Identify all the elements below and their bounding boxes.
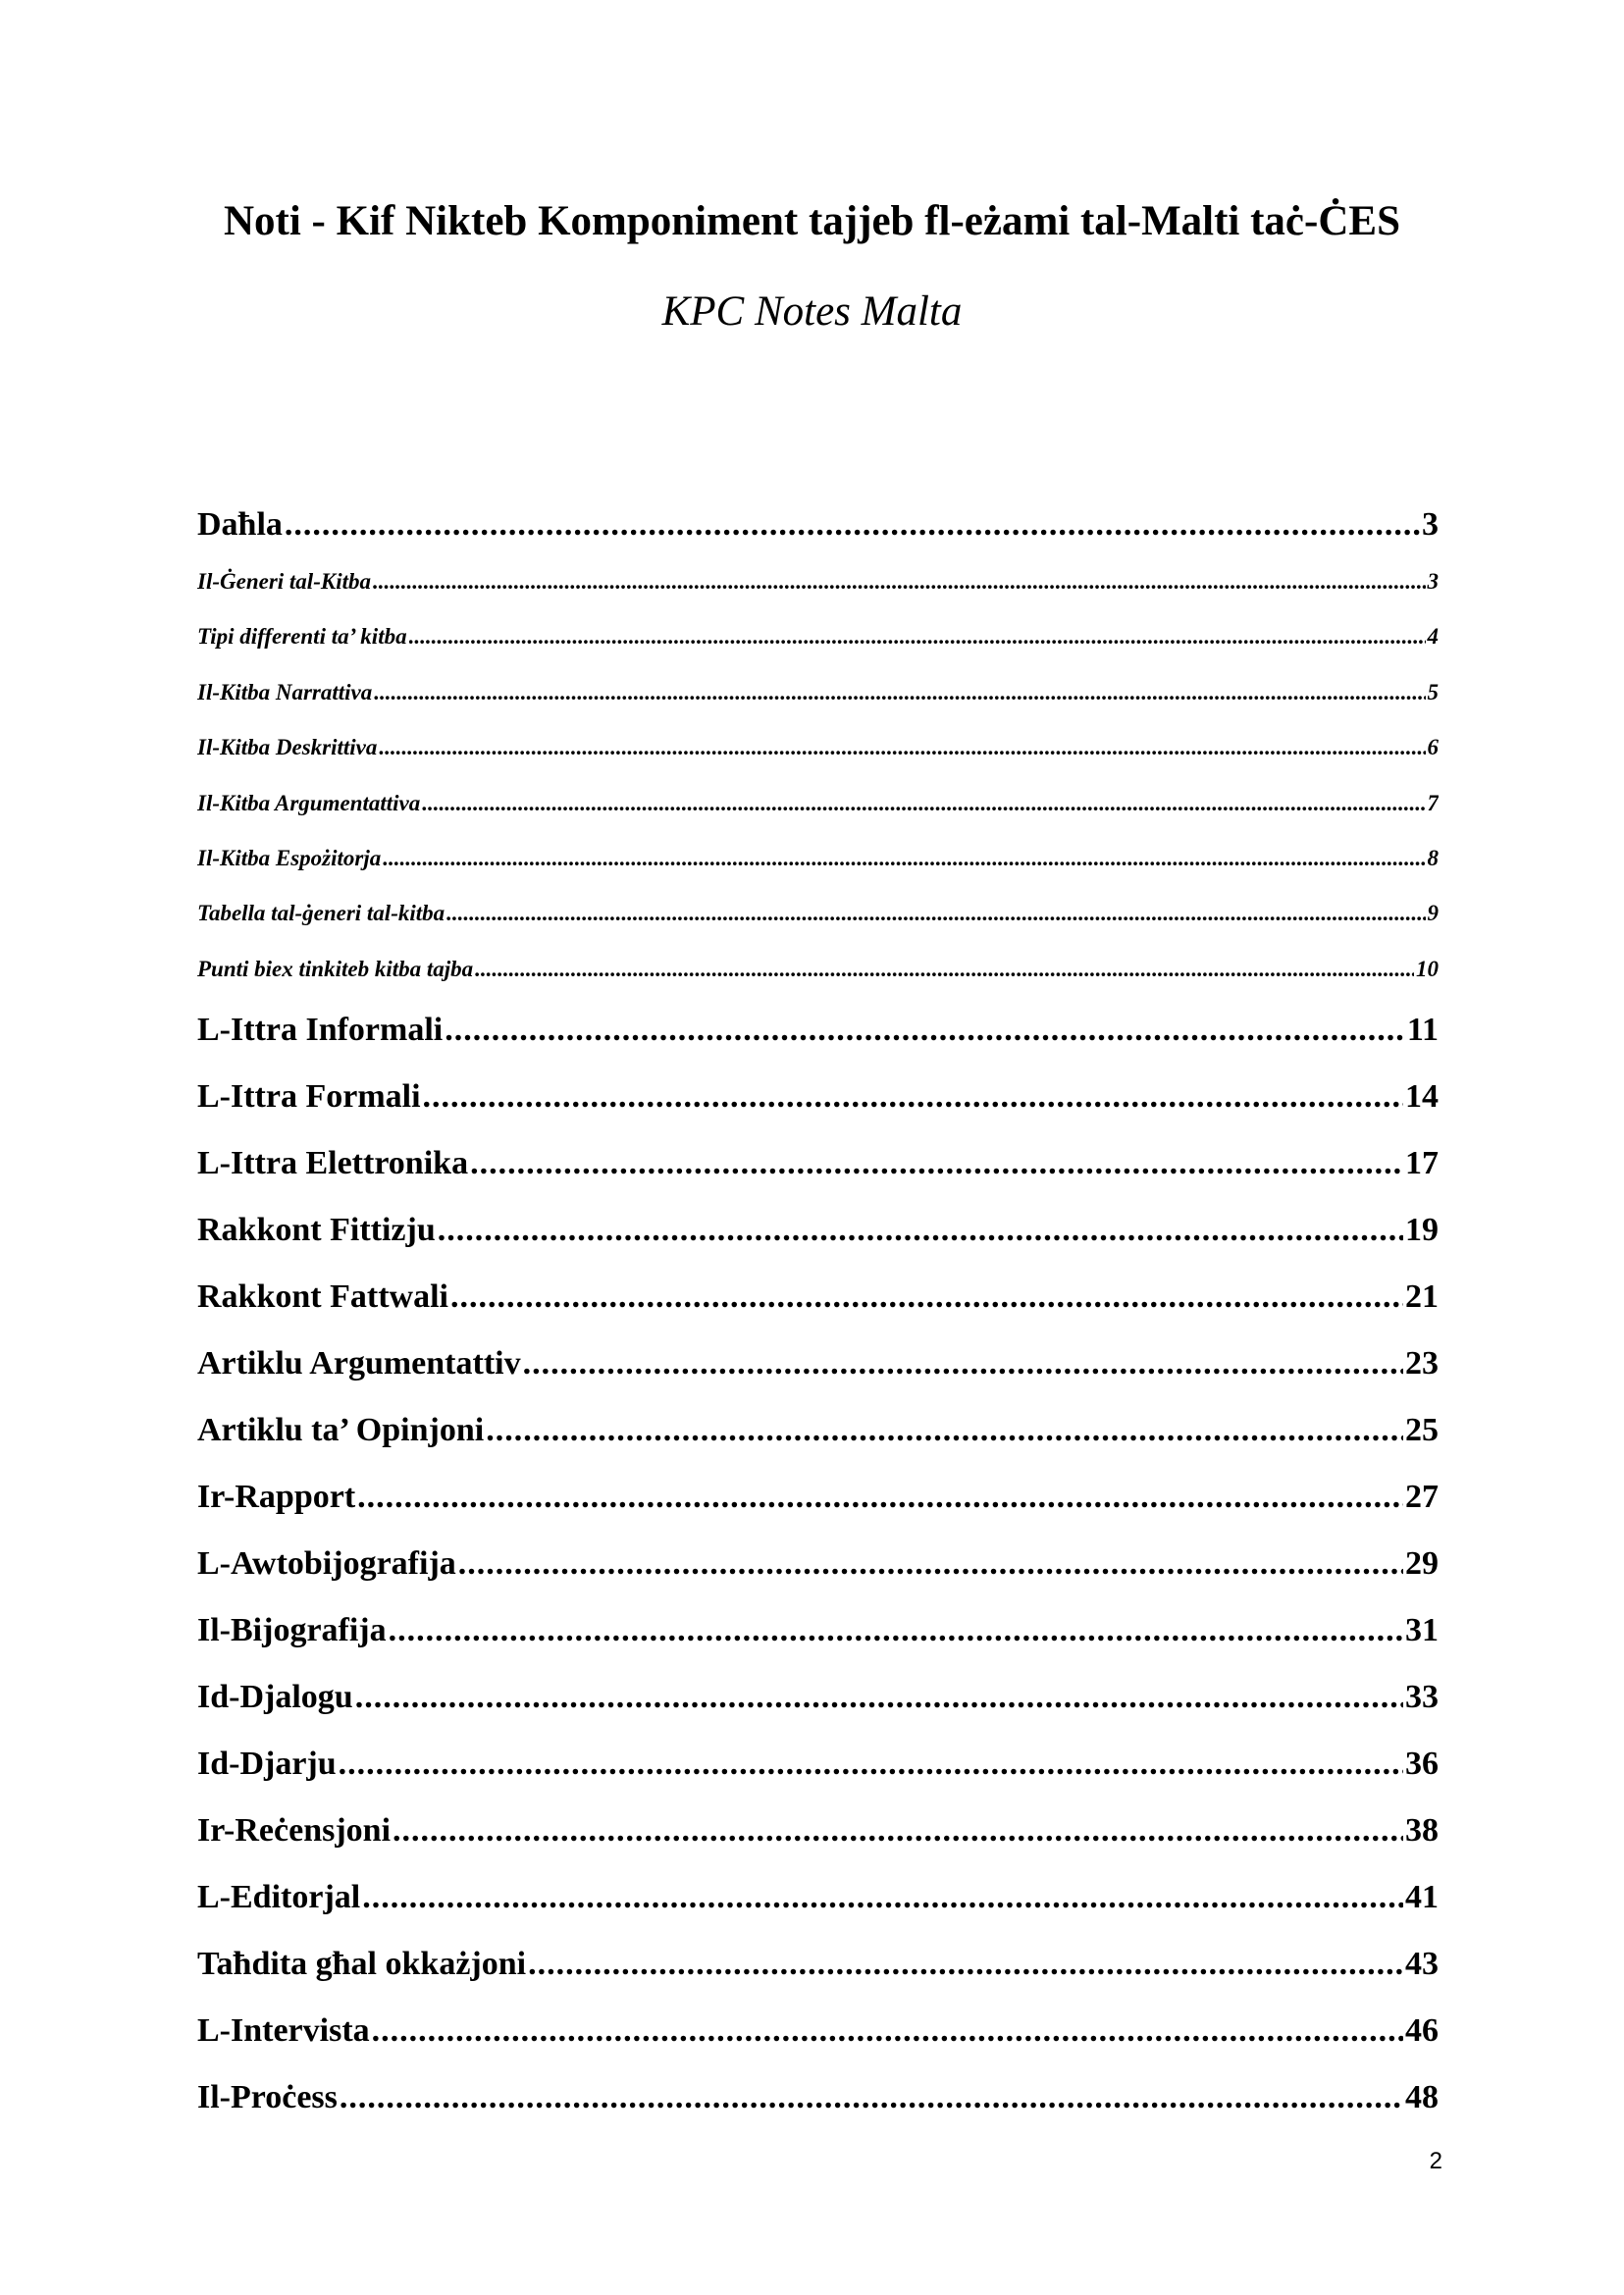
toc-entry-label: L-Ittra Formali (197, 1078, 421, 1116)
toc-entry-label: Punti biex tinkiteb kitba tajba (197, 956, 474, 981)
dot-leader (470, 1130, 1403, 1197)
toc-entry-label: L-Intervista (197, 2012, 370, 2050)
toc-entry-page: 8 (1427, 845, 1439, 870)
toc-entry[interactable] (197, 1197, 1439, 1264)
toc-entry-label: Il-Kitba Narrattiva (197, 679, 373, 704)
dot-leader (374, 665, 1425, 720)
document-subtitle: KPC Notes Malta (661, 288, 963, 335)
toc-entry[interactable] (197, 496, 1439, 554)
toc-entry-page: 27 (1405, 1479, 1439, 1516)
toc-entry[interactable] (197, 1597, 1439, 1664)
toc-entry-page: 11 (1406, 1012, 1439, 1049)
toc-entry[interactable] (197, 942, 1439, 997)
toc-entry[interactable] (197, 1330, 1439, 1397)
toc-entry[interactable] (197, 1130, 1439, 1197)
toc-entry-page: 7 (1427, 790, 1439, 815)
toc-entry-page: 3 (1422, 506, 1439, 543)
toc-entry-label: Rakkont Fattwali (197, 1278, 448, 1316)
toc-entry[interactable] (197, 1664, 1439, 1731)
toc-entry[interactable] (197, 609, 1439, 664)
dot-leader (438, 1197, 1403, 1264)
toc-entry-label: Il-Kitba Espożitorja (197, 845, 382, 870)
dot-leader (450, 1264, 1403, 1330)
toc-entry[interactable] (197, 831, 1439, 886)
dot-leader (486, 1397, 1403, 1464)
toc-entry-label: Tabella tal-ġeneri tal-kitba (197, 901, 445, 926)
toc-entry-label: Artiklu Argumentattiv (197, 1345, 521, 1382)
toc-entry-label: Il-Bijografija (197, 1612, 387, 1649)
toc-entry[interactable] (197, 776, 1439, 831)
toc-entry[interactable] (197, 1731, 1439, 1798)
toc-entry[interactable] (197, 1064, 1439, 1130)
toc-entry-page: 48 (1405, 2079, 1439, 2116)
dot-leader (445, 997, 1405, 1064)
toc-entry-page: 31 (1405, 1612, 1439, 1649)
toc-entry-page: 10 (1416, 956, 1439, 981)
toc-entry-label: Taħdita għal okkażjoni (197, 1946, 527, 1983)
toc-entry[interactable] (197, 1998, 1439, 2064)
toc-entry-page: 33 (1405, 1679, 1439, 1716)
toc-entry[interactable] (197, 1864, 1439, 1931)
document-title: Noti - Kif Nikteb Komponiment tajjeb fl-eżami tal-Malti taċ-ĊES (223, 198, 1400, 244)
dot-leader (475, 942, 1414, 997)
toc-entry-page: 6 (1427, 735, 1439, 760)
dot-leader (372, 1998, 1403, 2064)
toc-entry[interactable] (197, 2064, 1439, 2131)
toc-entry-label: Artiklu ta’ Opinjoni (197, 1412, 485, 1449)
toc-entry-page: 14 (1405, 1078, 1439, 1116)
toc-entry-page: 29 (1405, 1545, 1439, 1583)
dot-leader (383, 831, 1425, 886)
toc-entry-page: 21 (1405, 1278, 1439, 1316)
toc-entry-label: Rakkont Fittizju (197, 1212, 436, 1249)
toc-entry-label: Il-Proċess (197, 2079, 338, 2116)
toc-entry-page: 4 (1427, 624, 1439, 650)
toc-entry-page: 41 (1405, 1879, 1439, 1916)
toc-entry-page: 9 (1427, 901, 1439, 926)
toc-entry-label: L-Ittra Informali (197, 1012, 444, 1049)
toc-entry-label: Daħla (197, 506, 283, 543)
toc-entry-page: 46 (1405, 2012, 1439, 2050)
toc-entry[interactable] (197, 1264, 1439, 1330)
dot-leader (389, 1597, 1403, 1664)
dot-leader (393, 1798, 1403, 1864)
toc-entry[interactable] (197, 1531, 1439, 1597)
dot-leader (423, 1064, 1403, 1130)
toc-entry[interactable] (197, 665, 1439, 720)
dot-leader (379, 720, 1425, 775)
toc-entry-label: Il-Kitba Deskrittiva (197, 735, 378, 760)
table-of-contents (197, 496, 1439, 2131)
toc-entry[interactable] (197, 1464, 1439, 1531)
dot-leader (339, 1731, 1403, 1798)
dot-leader (357, 1464, 1403, 1531)
dot-leader (373, 554, 1426, 609)
toc-entry-page: 3 (1427, 569, 1439, 594)
toc-entry-label: Ir-Rapport (197, 1479, 356, 1516)
dot-leader (422, 776, 1425, 831)
toc-entry-label: Id-Djalogu (197, 1679, 353, 1716)
toc-entry-label: L-Ittra Elettronika (197, 1145, 469, 1182)
toc-entry-label: Tipi differenti ta’ kitba (197, 624, 407, 650)
toc-entry[interactable] (197, 1397, 1439, 1464)
toc-entry-label: L-Awtobijografija (197, 1545, 456, 1583)
toc-entry[interactable] (197, 1931, 1439, 1998)
toc-entry-label: Id-Djarju (197, 1746, 337, 1783)
toc-entry-page: 5 (1427, 679, 1439, 704)
dot-leader (285, 496, 1420, 554)
dot-leader (355, 1664, 1403, 1731)
dot-leader (528, 1931, 1403, 1998)
toc-entry-page: 17 (1405, 1145, 1439, 1182)
toc-entry-label: Il-Ġeneri tal-Kitba (197, 569, 371, 594)
dot-leader (446, 886, 1425, 941)
toc-entry[interactable] (197, 997, 1439, 1064)
toc-entry-page: 23 (1405, 1345, 1439, 1382)
dot-leader (409, 609, 1426, 664)
page-number: 2 (1429, 2148, 1442, 2174)
dot-leader (458, 1531, 1403, 1597)
toc-entry[interactable] (197, 720, 1439, 775)
toc-entry-page: 43 (1405, 1946, 1439, 1983)
toc-entry[interactable] (197, 1798, 1439, 1864)
toc-entry-label: Il-Kitba Argumentattiva (197, 790, 421, 815)
toc-entry-page: 25 (1405, 1412, 1439, 1449)
toc-entry[interactable] (197, 886, 1439, 941)
dot-leader (362, 1864, 1403, 1931)
toc-entry-page: 19 (1405, 1212, 1439, 1249)
toc-entry-label: Ir-Reċensjoni (197, 1812, 392, 1850)
toc-entry[interactable] (197, 554, 1439, 609)
toc-entry-page: 36 (1405, 1746, 1439, 1783)
dot-leader (523, 1330, 1403, 1397)
dot-leader (340, 2064, 1403, 2131)
toc-entry-page: 38 (1405, 1812, 1439, 1850)
toc-entry-label: L-Editorjal (197, 1879, 361, 1916)
